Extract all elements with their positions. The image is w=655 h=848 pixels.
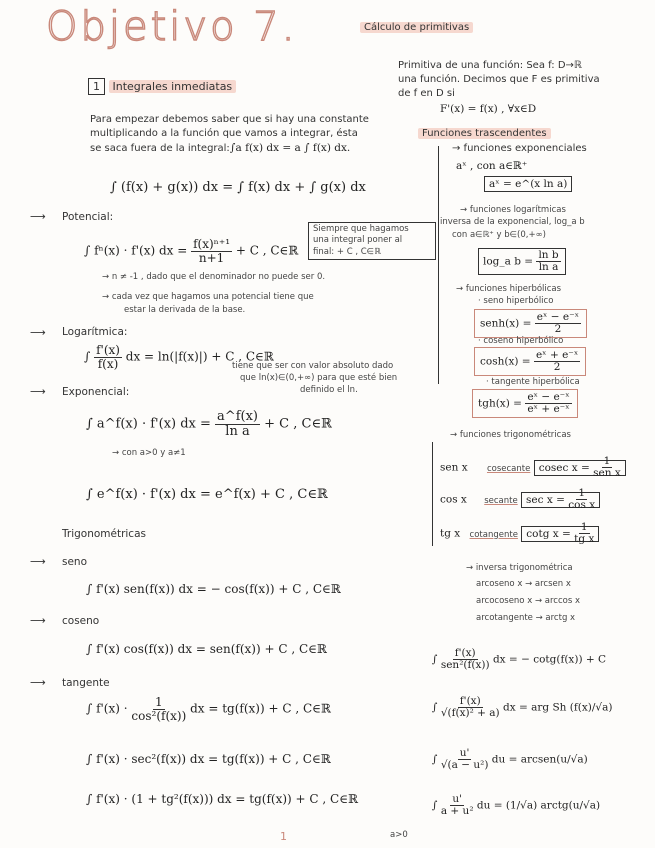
section-title: Integrales inmediatas xyxy=(109,80,237,93)
cosec-fraction xyxy=(593,456,621,479)
tgh-box xyxy=(472,389,578,418)
potencial-fraction xyxy=(191,238,232,264)
cosecante-text: cosecante xyxy=(486,463,531,474)
log-fraction xyxy=(536,250,560,273)
inverse-trig-label: → inversa trigonométrica xyxy=(466,563,573,573)
exponencial-tail: + C , C∈ℝ xyxy=(264,416,332,432)
potencial-condition2a: → cada vez que hagamos una potencial tiene que xyxy=(102,292,314,302)
arrow-coseno: ⟶ xyxy=(30,614,46,627)
senh-den: 2 xyxy=(554,323,562,336)
log-den: ln a xyxy=(538,261,559,274)
extra1-rhs: dx = − cotg(f(x)) + C xyxy=(492,653,607,666)
extra3-num: u' xyxy=(459,747,470,759)
integral-sign: ∫ xyxy=(432,799,438,812)
exp-functions-box: aˣ = e^(x ln a) xyxy=(484,176,572,192)
potencial-condition2b: estar la derivada de la base. xyxy=(124,305,246,315)
inverse-trig-item2: arcocoseno x → arccos x xyxy=(476,596,580,606)
logaritmica-rhs: dx = ln(|f(x)|) + C , C∈ℝ xyxy=(125,349,274,364)
secante-text: secante xyxy=(484,495,518,506)
tgh-label: · tangente hiperbólica xyxy=(486,377,580,387)
footer-note: a>0 xyxy=(390,830,408,840)
cosec-den: sen x xyxy=(593,467,621,480)
integral-sign: ∫ xyxy=(84,349,91,364)
extra3-den: √(a − u²) xyxy=(440,759,489,772)
cotg-lhs: cotg x = xyxy=(526,527,571,540)
page-subtitle: Cálculo de primitivas xyxy=(360,22,473,33)
exp-functions-label: → funciones exponenciales xyxy=(452,143,587,154)
tgh-den: eˣ + e⁻ˣ xyxy=(527,403,570,416)
extra3-rhs: du = arcsen(u/√a) xyxy=(491,753,588,766)
senh-lhs: senh(x) = xyxy=(480,317,532,330)
sec-num: 1 xyxy=(578,487,586,499)
sum-rule-formula: ∫ (f(x) + g(x)) dx = ∫ f(x) dx + ∫ g(x) dx xyxy=(110,180,366,195)
log-functions-label2: inversa de la exponencial, log_a b xyxy=(440,217,585,227)
extra2-num: f'(x) xyxy=(459,695,481,707)
logaritmica-note1: tiene que ser con valor absoluto dado xyxy=(232,361,394,371)
logaritmica-label: Logarítmica: xyxy=(62,326,128,338)
trig-cosx-row xyxy=(440,488,600,511)
exponencial-den: ln a xyxy=(225,423,250,439)
cosec-box xyxy=(534,455,626,480)
extra-integral4 xyxy=(432,794,600,817)
coseno-formula: ∫ f'(x) cos(f(x)) dx = sen(f(x)) + C , C∈ℝ xyxy=(86,642,328,656)
intro-formula: ∫a f(x) dx = a ∫ f(x) dx. xyxy=(230,142,351,154)
log-box-lhs: log_a b = xyxy=(483,255,534,268)
cosh-box xyxy=(474,347,586,376)
cosec-num: 1 xyxy=(603,455,611,467)
exponencial-condition: → con a>0 y a≠1 xyxy=(112,448,186,458)
extra-integral3 xyxy=(432,748,588,771)
integral-sign: ∫ xyxy=(432,753,438,766)
cosh-lhs: cosh(x) = xyxy=(480,355,531,368)
logaritmica-note2: que ln(x)∈(0,+∞) para que esté bien xyxy=(240,373,398,383)
extra4-fraction xyxy=(441,794,474,817)
tangente-formula3: ∫ f'(x) · (1 + tg²(f(x))) dx = tg(f(x)) + C , C∈ℝ xyxy=(86,792,359,806)
trig-senx-row xyxy=(440,456,626,479)
cosh-den: 2 xyxy=(553,361,561,374)
extra4-num: u' xyxy=(452,793,463,805)
arrow-potencial: ⟶ xyxy=(30,210,46,223)
tgh-fraction xyxy=(525,392,571,415)
trig-functions-label: → funciones trigonométricas xyxy=(450,430,571,440)
log-num: ln b xyxy=(538,249,559,261)
cotg-num: 1 xyxy=(580,521,588,533)
senh-label: · seno hiperbólico xyxy=(478,296,554,306)
extra4-rhs: du = (1/√a) arctg(u/√a) xyxy=(476,799,601,812)
sec-lhs: sec x = xyxy=(526,493,565,506)
extra2-rhs: dx = arg Sh (f(x)/√a) xyxy=(503,701,613,714)
constant-note-box xyxy=(308,222,436,260)
intro-line3: se saca fuera de la integral: xyxy=(90,143,230,154)
extra3-fraction xyxy=(441,748,489,771)
arrow-exponencial: ⟶ xyxy=(30,385,46,398)
senh-num: eˣ − e⁻ˣ xyxy=(536,311,580,323)
tangente1-rhs: dx = tg(f(x)) + C , C∈ℝ xyxy=(190,701,332,716)
cosh-num: eˣ + e⁻ˣ xyxy=(535,349,579,361)
tgx-text: tg x xyxy=(440,527,461,540)
primitive-definition-line3: de f en D si xyxy=(398,88,455,99)
tgh-num: eˣ − e⁻ˣ xyxy=(527,391,570,403)
logaritmica-fraction xyxy=(94,344,122,370)
senh-box xyxy=(474,309,587,338)
arrow-tangente: ⟶ xyxy=(30,676,46,689)
exponencial-e-rhs: e^f(x) + C , C∈ℝ xyxy=(215,487,328,502)
senx-text: sen x xyxy=(440,461,468,474)
primitive-definition-line1: Primitiva de una función: Sea f: D→ℝ xyxy=(398,60,582,71)
log-functions-box xyxy=(478,248,566,275)
cosx-text: cos x xyxy=(440,493,467,506)
log-functions-label1: → funciones logarítmicas xyxy=(460,205,566,215)
trig-label: Trigonométricas xyxy=(62,528,146,540)
extra2-den: √(f(x)² + a) xyxy=(440,707,500,720)
cotg-den: tg x xyxy=(574,533,595,546)
extra-integral1 xyxy=(432,648,606,671)
constant-note-line1: Siempre que hagamos xyxy=(313,224,409,234)
seno-label: seno xyxy=(62,556,88,568)
cosh-label: · coseno hiperbólico xyxy=(478,336,564,346)
intro-line2: multiplicando a la función que vamos a integrar, ésta xyxy=(90,128,358,139)
extra-integral2 xyxy=(432,696,612,719)
logaritmica-den: f(x) xyxy=(97,356,119,371)
primitive-definition-line2: una función. Decimos que F es primitiva xyxy=(398,74,600,85)
cotg-box xyxy=(521,521,599,546)
extra1-fraction xyxy=(441,648,490,671)
cosh-fraction xyxy=(534,350,580,373)
extra4-den: a + u² xyxy=(440,805,474,818)
extra1-num: f'(x) xyxy=(454,647,476,659)
tangente1-fraction xyxy=(131,696,186,722)
tangente1-lhs: ∫ f'(x) · xyxy=(86,701,128,716)
senh-fraction xyxy=(535,312,581,335)
logaritmica-num: f'(x) xyxy=(96,343,120,357)
potencial-den: n+1 xyxy=(198,250,225,265)
page-title: Objetivo 7. xyxy=(46,4,298,50)
logaritmica-note3: definido el ln. xyxy=(300,385,358,395)
trig-tgx-row xyxy=(440,522,599,545)
exponencial-e-formula xyxy=(86,487,328,502)
tangente-formula1 xyxy=(86,696,331,722)
potencial-condition1: → n ≠ -1 , dado que el denominador no puede ser 0. xyxy=(102,272,326,282)
arrow-logaritmica: ⟶ xyxy=(30,326,46,339)
cosec-lhs: cosec x = xyxy=(538,461,590,474)
inverse-trig-item3: arcotangente → arctg x xyxy=(476,613,576,623)
integral-sign: ∫ xyxy=(432,653,438,666)
cotangente-text: cotangente xyxy=(469,529,518,540)
trig-functions-brace xyxy=(432,442,434,546)
exponencial-formula xyxy=(86,410,332,438)
constant-note-line2: una integral poner al xyxy=(313,235,403,246)
intro-line1: Para empezar debemos saber que si hay una constante xyxy=(90,114,369,125)
potencial-formula xyxy=(84,238,298,264)
tangente-formula2: ∫ f'(x) · sec²(f(x)) dx = tg(f(x)) + C , C∈ℝ xyxy=(86,752,331,766)
seno-formula: ∫ f'(x) sen(f(x)) dx = − cos(f(x)) + C , C∈ℝ xyxy=(86,582,341,596)
tgh-lhs: tgh(x) = xyxy=(478,397,522,410)
exponencial-label: Exponencial: xyxy=(62,386,130,398)
sec-box xyxy=(521,487,600,512)
exponencial-fraction xyxy=(215,410,260,438)
potencial-lhs: ∫ fⁿ(x) · f'(x) dx = xyxy=(84,243,188,258)
exponencial-e-lhs: ∫ e^f(x) · f'(x) dx = xyxy=(86,487,211,502)
potencial-num: f(x)ⁿ⁺¹ xyxy=(193,237,231,251)
potencial-label: Potencial: xyxy=(62,211,114,223)
coseno-label: coseno xyxy=(62,615,100,627)
trascendentes-title: Funciones trascendentes xyxy=(418,128,551,139)
cotg-fraction xyxy=(574,522,594,545)
section-number: 1 xyxy=(88,78,105,95)
tangente1-num: 1 xyxy=(155,695,163,709)
potencial-tail: + C , C∈ℝ xyxy=(235,243,299,258)
hyp-functions-label: → funciones hiperbólicas xyxy=(456,284,562,294)
arrow-seno: ⟶ xyxy=(30,555,46,568)
exponencial-lhs: ∫ a^f(x) · f'(x) dx = xyxy=(86,416,211,432)
sec-den: cos x xyxy=(568,499,596,512)
section-heading xyxy=(88,80,236,93)
sec-fraction xyxy=(568,488,595,511)
exponencial-num: a^f(x) xyxy=(217,409,258,424)
tangente1-den: cos²(f(x)) xyxy=(131,708,187,723)
tangente-label: tangente xyxy=(62,677,110,689)
exp-functions-def: aˣ , con a∈ℝ⁺ xyxy=(456,160,528,172)
extra2-fraction xyxy=(441,696,500,719)
page-number: 1 xyxy=(280,830,287,843)
constant-note-line3: final: + C , C∈ℝ xyxy=(313,246,381,257)
primitive-definition-formula: F'(x) = f(x) , ∀x∈D xyxy=(440,103,537,115)
log-functions-label3: con a∈ℝ⁺ y b∈(0,+∞) xyxy=(452,230,546,240)
extra1-den: sen²(f(x)) xyxy=(440,659,490,672)
integral-sign: ∫ xyxy=(432,701,438,714)
trascendentes-brace xyxy=(438,146,440,384)
inverse-trig-item1: arcoseno x → arcsen x xyxy=(476,579,571,589)
